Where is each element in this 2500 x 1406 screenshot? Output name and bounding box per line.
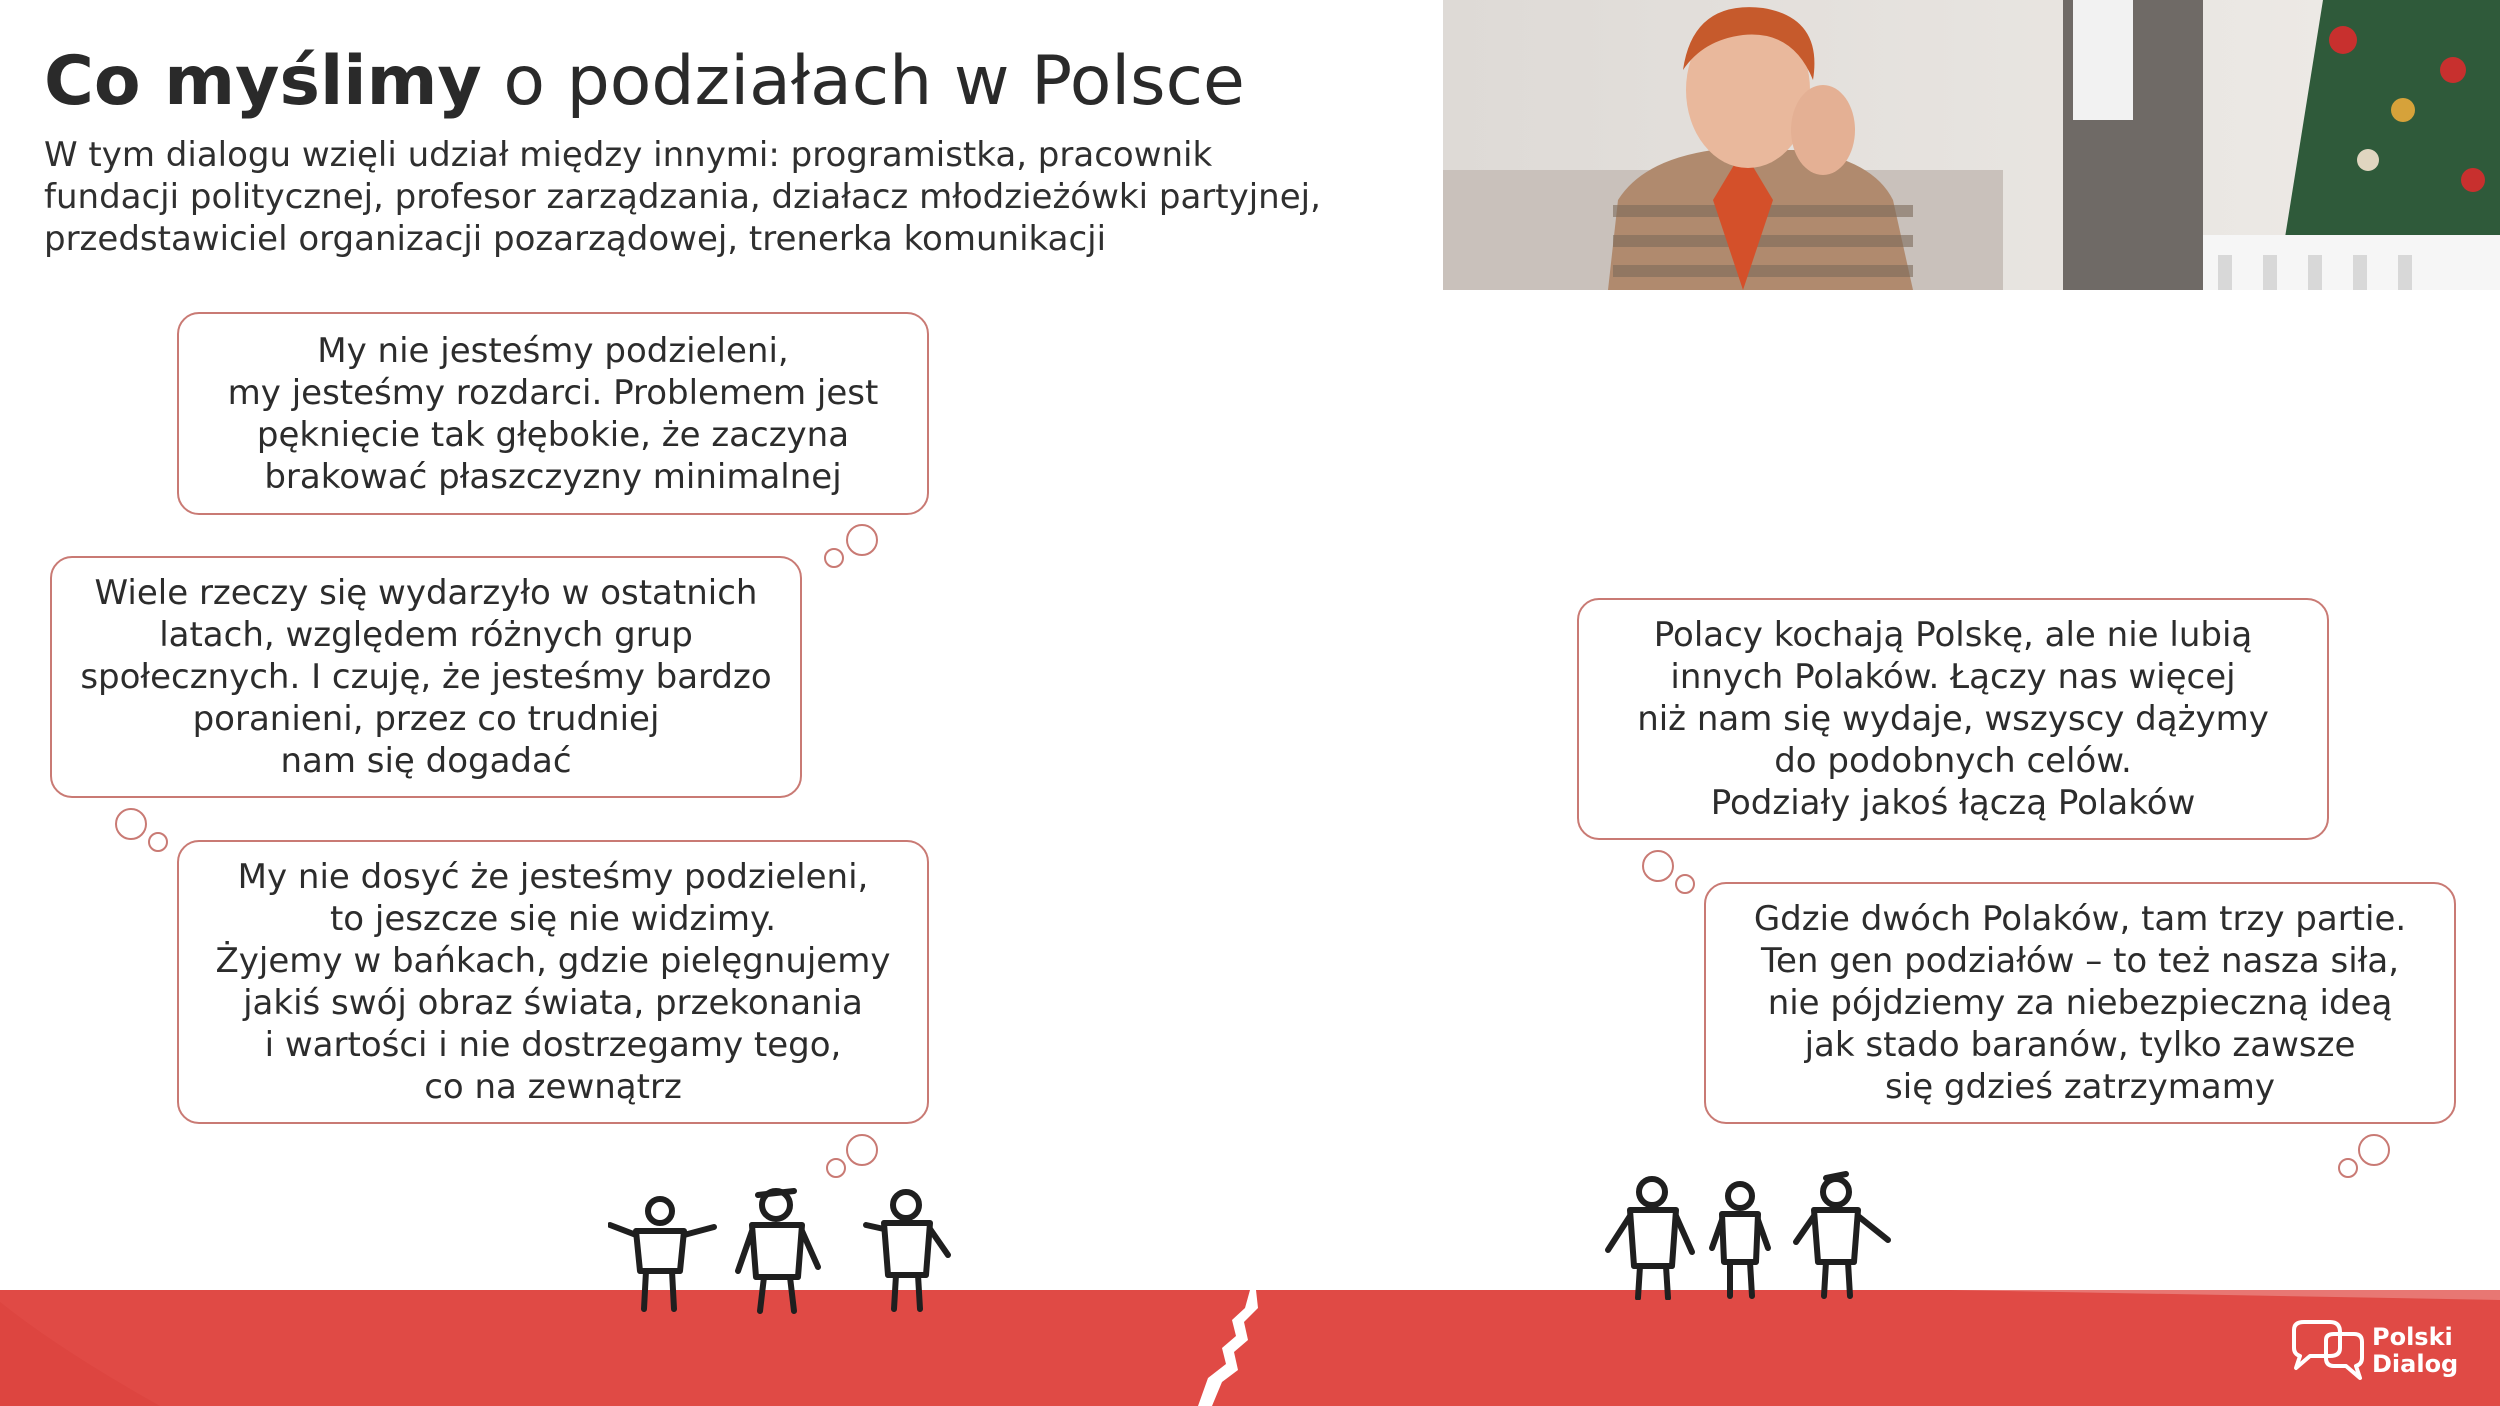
quote-line: pęknięcie tak głębokie, że zaczyna	[256, 414, 850, 455]
quote-bubble-2	[50, 556, 802, 798]
logo-line-1: Polski	[2372, 1323, 2453, 1351]
people-group-left-icon	[608, 1185, 968, 1315]
subtitle-line: fundacji politycznej, profesor zarządzania, działacz młodzieżówki partyjnej,	[44, 177, 1321, 217]
quote-line: niż nam się wydaje, wszyscy dążymy	[1637, 699, 2269, 739]
quote-line: My nie dosyć że jesteśmy podzieleni,	[237, 857, 869, 897]
quote-line: Podziały jakoś łączą Polaków	[1710, 783, 2196, 823]
brand-logo-text	[2372, 1324, 2458, 1378]
quote-line: nam się dogadać	[280, 741, 572, 781]
quote-line: brakować płaszczyzny minimalnej	[264, 456, 842, 497]
slide-subtitle	[44, 134, 1424, 260]
quote-line: społecznych. I czuję, że jesteśmy bardzo	[80, 657, 772, 697]
subtitle-line: W tym dialogu wzięli udział między innymi: programistka, pracownik	[44, 135, 1213, 175]
subtitle-line: przedstawiciel organizacji pozarządowej, trenerka komunikacji	[44, 219, 1107, 259]
quote-bubble-4	[1577, 598, 2329, 840]
quote-line: innych Polaków. Łączy nas więcej	[1670, 657, 2236, 697]
quote-line: Ten gen podziałów – to też nasza siła,	[1761, 941, 2399, 981]
quote-line: my jesteśmy rozdarci. Problemem jest	[227, 372, 879, 413]
thought-dot	[1675, 874, 1695, 894]
thought-dot	[2338, 1158, 2358, 1178]
title-bold: Co myślimy	[44, 42, 482, 121]
quote-line: Gdzie dwóch Polaków, tam trzy partie.	[1753, 899, 2407, 939]
woman-photo-illustration	[1443, 0, 2500, 290]
quote-line: Wiele rzeczy się wydarzyło w ostatnich	[94, 573, 758, 613]
thought-dot	[2358, 1134, 2390, 1166]
participant-photo	[1443, 0, 2500, 290]
quote-line: i wartości i nie dostrzegamy tego,	[264, 1025, 842, 1065]
quote-line: do podobnych celów.	[1774, 741, 2132, 781]
quote-line: Żyjemy w bańkach, gdzie pielęgnujemy	[215, 941, 891, 981]
thought-dot	[824, 548, 844, 568]
title-rest: o podziałach w Polsce	[503, 42, 1245, 121]
quote-bubble-1	[177, 312, 929, 515]
quote-bubble-5	[1704, 882, 2456, 1124]
quote-line: nie pójdziemy za niebezpieczną ideą	[1767, 983, 2393, 1023]
thought-dot	[846, 524, 878, 556]
quote-line: to jeszcze się nie widzimy.	[329, 899, 777, 939]
red-ground-band	[0, 1290, 2500, 1406]
quote-line: co na zewnątrz	[424, 1067, 682, 1107]
slide-title	[44, 40, 1245, 124]
quote-line: jakiś swój obraz świata, przekonania	[243, 983, 863, 1023]
quote-line: Polacy kochają Polskę, ale nie lubią	[1653, 615, 2253, 655]
thought-dot	[115, 808, 147, 840]
thought-dot	[826, 1158, 846, 1178]
thought-dot	[846, 1134, 878, 1166]
quote-line: jak stado baranów, tylko zawsze	[1804, 1025, 2356, 1065]
thought-dot	[148, 832, 168, 852]
thought-dot	[1642, 850, 1674, 882]
quote-line: poranieni, przez co trudniej	[192, 699, 660, 739]
quote-bubble-3	[177, 840, 929, 1124]
logo-line-2: Dialog	[2372, 1350, 2459, 1378]
quote-line: latach, względem różnych grup	[159, 615, 693, 655]
quote-line: się gdzieś zatrzymamy	[1885, 1067, 2275, 1107]
quote-line: My nie jesteśmy podzieleni,	[317, 330, 789, 371]
people-group-right-icon	[1600, 1170, 1900, 1300]
